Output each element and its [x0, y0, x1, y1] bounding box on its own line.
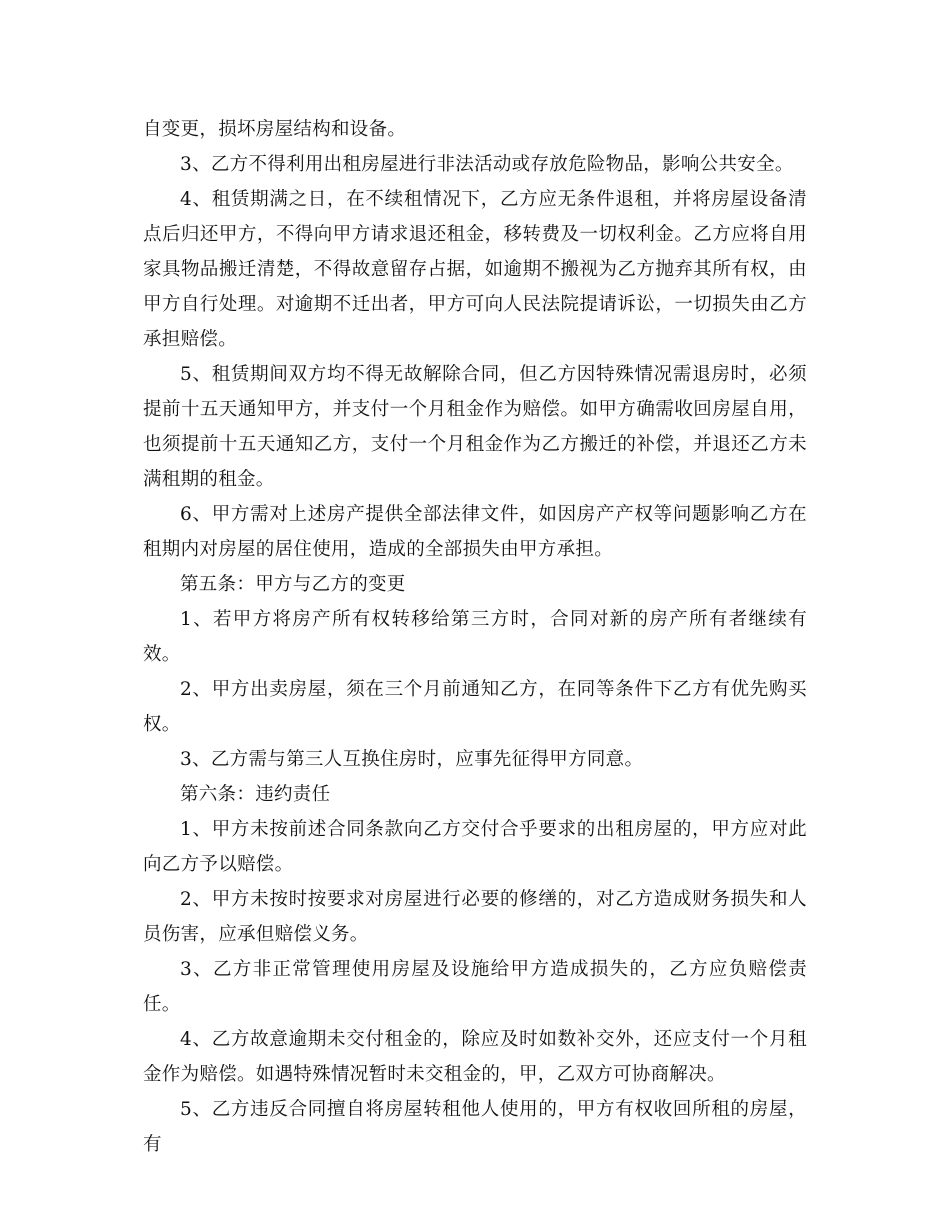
clause-item: 2、甲方未按时按要求对房屋进行必要的修缮的，对乙方造成财务损失和人员伤害，应承但赔偿义务。 — [143, 889, 807, 945]
paragraph-continuation: 自变更，损坏房屋结构和设备。 — [143, 119, 407, 140]
clause-item: 1、若甲方将房产所有权转移给第三方时，合同对新的房产所有者继续有效。 — [143, 609, 807, 665]
clause-item: 3、乙方需与第三人互换住房时，应事先征得甲方同意。 — [180, 749, 644, 770]
clause-item: 1、甲方未按前述合同条款向乙方交付合乎要求的出租房屋的，甲方应对此向乙方予以赔偿。 — [143, 819, 807, 875]
clause-item: 4、租赁期满之日，在不续租情况下，乙方应无条件退租，并将房屋设备清点后归还甲方，不得向甲方请求退还租金，移转费及一切权利金。乙方应将自用家具物品搬迁清楚，不得故意留存占据，如逾期不搬视为乙方抛弃其所有权，由甲方自行处理。对逾期不迁出者，甲方可向人民法院提请诉讼，一切损失由乙方承担赔偿。 — [143, 189, 807, 350]
clause-item: 3、乙方非正常管理使用房屋及设施给甲方造成损失的，乙方应负赔偿责任。 — [143, 959, 807, 1015]
clause-item: 6、甲方需对上述房产提供全部法律文件，如因房产产权等问题影响乙方在租期内对房屋的居住使用，造成的全部损失由甲方承担。 — [143, 504, 807, 560]
clause-item: 2、甲方出卖房屋，须在三个月前通知乙方，在同等条件下乙方有优先购买权。 — [143, 679, 807, 735]
clause-item: 5、租赁期间双方均不得无故解除合同，但乙方因特殊情况需退房时，必须提前十五天通知甲方，并支付一个月租金作为赔偿。如甲方确需收回房屋自用，也须提前十五天通知乙方，支付一个月租金作为乙方搬迁的补偿，并退还乙方未满租期的租金。 — [143, 364, 807, 490]
section-heading: 第六条：违约责任 — [180, 784, 331, 805]
clause-item: 5、乙方违反合同擅自将房屋转租他人使用的，甲方有权收回所租的房屋，有 — [143, 1099, 807, 1155]
clause-item: 4、乙方故意逾期未交付租金的，除应及时如数补交外，还应支付一个月租金作为赔偿。如遇特殊情况暂时未交租金的，甲，乙双方可协商解决。 — [143, 1029, 807, 1085]
clause-item: 3、乙方不得利用出租房屋进行非法活动或存放危险物品，影响公共安全。 — [180, 154, 794, 175]
document-body — [143, 112, 807, 1162]
section-heading: 第五条：甲方与乙方的变更 — [180, 574, 406, 595]
